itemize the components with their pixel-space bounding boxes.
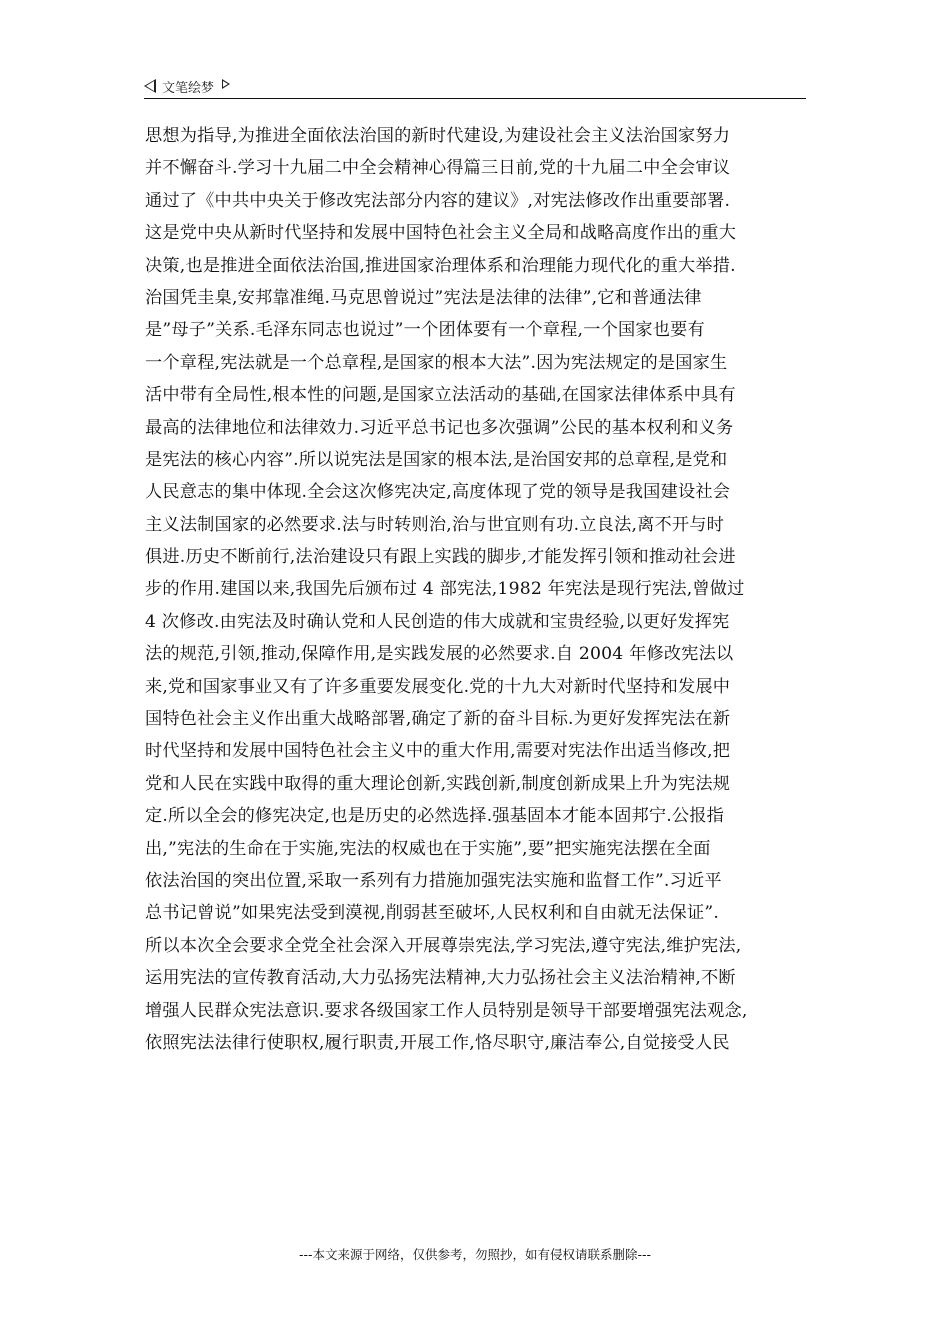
- body-line: 出,”宪法的生命在于实施,宪法的权威也在于实施”,要”把实施宪法摆在全面: [145, 838, 711, 859]
- body-line: 并不懈奋斗.学习十九届二中全会精神心得篇三日前,党的十九届二中全会审议: [145, 158, 731, 179]
- body-line: 一个章程,宪法就是一个总章程,是国家的根本大法”.因为宪法规定的是国家生: [145, 352, 728, 373]
- body-line: 所以本次全会要求全党全社会深入开展尊崇宪法,学习宪法,遵守宪法,维护宪法,: [145, 935, 742, 956]
- body-line: 是”母子”关系.毛泽东同志也说过”一个团体要有一个章程,一个国家也要有: [145, 320, 705, 341]
- triangle-right-icon: [222, 79, 230, 89]
- body-line: 俱进.历史不断前行,法治建设只有跟上实践的脚步,才能发挥引领和推动社会进: [145, 547, 736, 568]
- header-divider: [144, 98, 806, 99]
- body-line: 是宪法的核心内容”.所以说宪法是国家的根本法,是治国安邦的总章程,是党和: [145, 449, 728, 470]
- body-line: 法的规范,引领,推动,保障作用,是实践发展的必然要求.自 2004 年修改宪法以: [145, 644, 734, 665]
- header-title: 文笔绘梦: [162, 80, 215, 96]
- body-line: 来,党和国家事业又有了许多重要发展变化.党的十九大对新时代坚持和发展中: [145, 676, 731, 697]
- body-line: 步的作用.建国以来,我国先后颁布过 4 部宪法,1982 年宪法是现行宪法,曾做过: [145, 579, 745, 600]
- body-line: 思想为指导,为推进全面依法治国的新时代建设,为建设社会主义法治国家努力: [145, 126, 731, 146]
- triangle-left-icon: [144, 79, 156, 93]
- body-line: 运用宪法的宣传教育活动,大力弘扬宪法精神,大力弘扬社会主义法治精神,不断: [145, 968, 736, 989]
- body-line: 党和人民在实践中取得的重大理论创新,实践创新,制度创新成果上升为宪法规: [145, 773, 731, 794]
- page-header: [144, 74, 806, 98]
- body-line: 治国凭圭臬,安邦靠准绳.马克思曾说过”宪法是法律的法律”,它和普通法律: [145, 287, 702, 308]
- body-line: 通过了《中共中央关于修改宪法部分内容的建议》,对宪法修改作出重要部署.: [145, 190, 731, 211]
- body-line: 决策,也是推进全面依法治国,推进国家治理体系和治理能力现代化的重大举措.: [145, 255, 736, 276]
- body-line: 定.所以全会的修宪决定,也是历史的必然选择.强基固本才能本固邦宁.公报指: [145, 806, 725, 827]
- body-line: 依法治国的突出位置,采取一系列有力措施加强宪法实施和监督工作”.习近平: [145, 870, 722, 891]
- document-body: [145, 120, 807, 1059]
- body-line: 主义法制国家的必然要求.法与时转则治,治与世宜则有功.立良法,离不开与时: [145, 514, 725, 535]
- body-line: 最高的法律地位和法律效力.习近平总书记也多次强调”公民的基本权利和义务: [145, 417, 734, 438]
- page-footer: ---本文来源于网络，仅供参考，勿照抄，如有侵权请联系删除---: [298, 1247, 652, 1262]
- body-line: 国特色社会主义作出重大战略部署,确定了新的奋斗目标.为更好发挥宪法在新: [145, 709, 731, 730]
- body-line: 4 次修改.由宪法及时确认党和人民创造的伟大成就和宝贵经验,以更好发挥宪: [145, 611, 730, 632]
- body-line: 活中带有全局性,根本性的问题,是国家立法活动的基础,在国家法律体系中具有: [145, 385, 736, 406]
- body-line: 总书记曾说”如果宪法受到漠视,削弱甚至破坏,人民权利和自由就无法保证”.: [145, 903, 719, 924]
- body-line: 增强人民群众宪法意识.要求各级国家工作人员特别是领导干部要增强宪法观念,: [145, 1000, 748, 1021]
- body-line: 依照宪法法律行使职权,履行职责,开展工作,恪尽职守,廉洁奉公,自觉接受人民: [145, 1032, 730, 1053]
- body-line: 人民意志的集中体现.全会这次修宪决定,高度体现了党的领导是我国建设社会: [145, 482, 731, 503]
- body-line: 时代坚持和发展中国特色社会主义中的重大作用,需要对宪法作出适当修改,把: [145, 741, 731, 762]
- body-line: 这是党中央从新时代坚持和发展中国特色社会主义全局和战略高度作出的重大: [145, 223, 737, 244]
